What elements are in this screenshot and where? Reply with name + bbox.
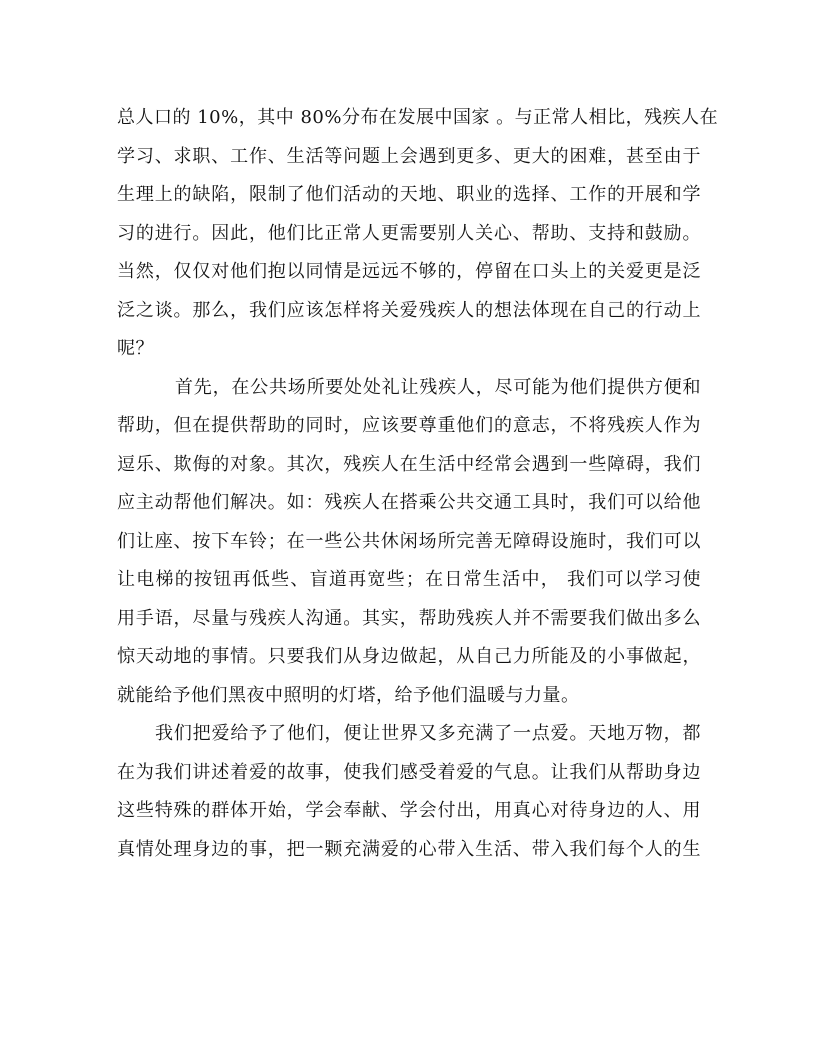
text-line: 当然，仅仅对他们抱以同情是远远不够的，停留在口头上的关爱更是泛 — [117, 261, 701, 282]
text-line: 习的进行。因此，他们比正常人更需要别人关心、帮助、支持和鼓励。 — [117, 222, 701, 244]
text-line: 在为我们讲述着爱的故事，使我们感受着爱的气息。让我们从帮助身边 — [117, 761, 701, 783]
text-line: 让电梯的按钮再低些、盲道再宽些；在日常生活中， 我们可以学习使 — [117, 569, 701, 590]
text-line: 学习、求职、工作、生活等问题上会遇到更多、更大的困难，甚至由于 — [117, 145, 701, 167]
text-line: 总人口的 10%，其中 80%分布在发展中国家 。与正常人相比，残疾人在 — [117, 107, 719, 128]
text-line: 泛之谈。那么，我们应该怎样将关爱残疾人的想法体现在自己的行动上 — [117, 299, 701, 321]
text-line: 们让座、按下车铃；在一些公共休闲场所完善无障碍设施时，我们可以 — [117, 530, 701, 552]
text-line: 生理上的缺陷，限制了他们活动的天地、职业的选择、工作的开展和学 — [117, 184, 701, 205]
text-line: 帮助，但在提供帮助的同时，应该要尊重他们的意志，不将残疾人作为 — [117, 415, 701, 436]
text-line: 应主动帮他们解决。如：残疾人在搭乘公共交通工具时，我们可以给他 — [117, 492, 701, 513]
text-line: 用手语，尽量与残疾人沟通。其实，帮助残疾人并不需要我们做出多么 — [117, 607, 701, 629]
text-line: 首先，在公共场所要处处礼让残疾人，尽可能为他们提供方便和 — [175, 376, 701, 398]
text-line: 真情处理身边的事，把一颗充满爱的心带入生活、带入我们每个人的生 — [117, 838, 701, 860]
text-line: 这些特殊的群体开始，学会奉献、学会付出，用真心对待身边的人、用 — [117, 800, 701, 821]
text-line: 呢？ — [117, 338, 154, 359]
body-text — [117, 99, 719, 869]
text-line: 惊天动地的事情。只要我们从身边做起，从自己力所能及的小事做起， — [117, 646, 701, 667]
text-line: 就能给予他们黑夜中照明的灯塔，给予他们温暖与力量。 — [117, 684, 580, 706]
text-line: 我们把爱给予了他们，便让世界又多充满了一点爱。天地万物，都 — [155, 723, 701, 744]
text-line: 逗乐、欺侮的对象。其次，残疾人在生活中经常会遇到一些障碍，我们 — [117, 453, 701, 475]
